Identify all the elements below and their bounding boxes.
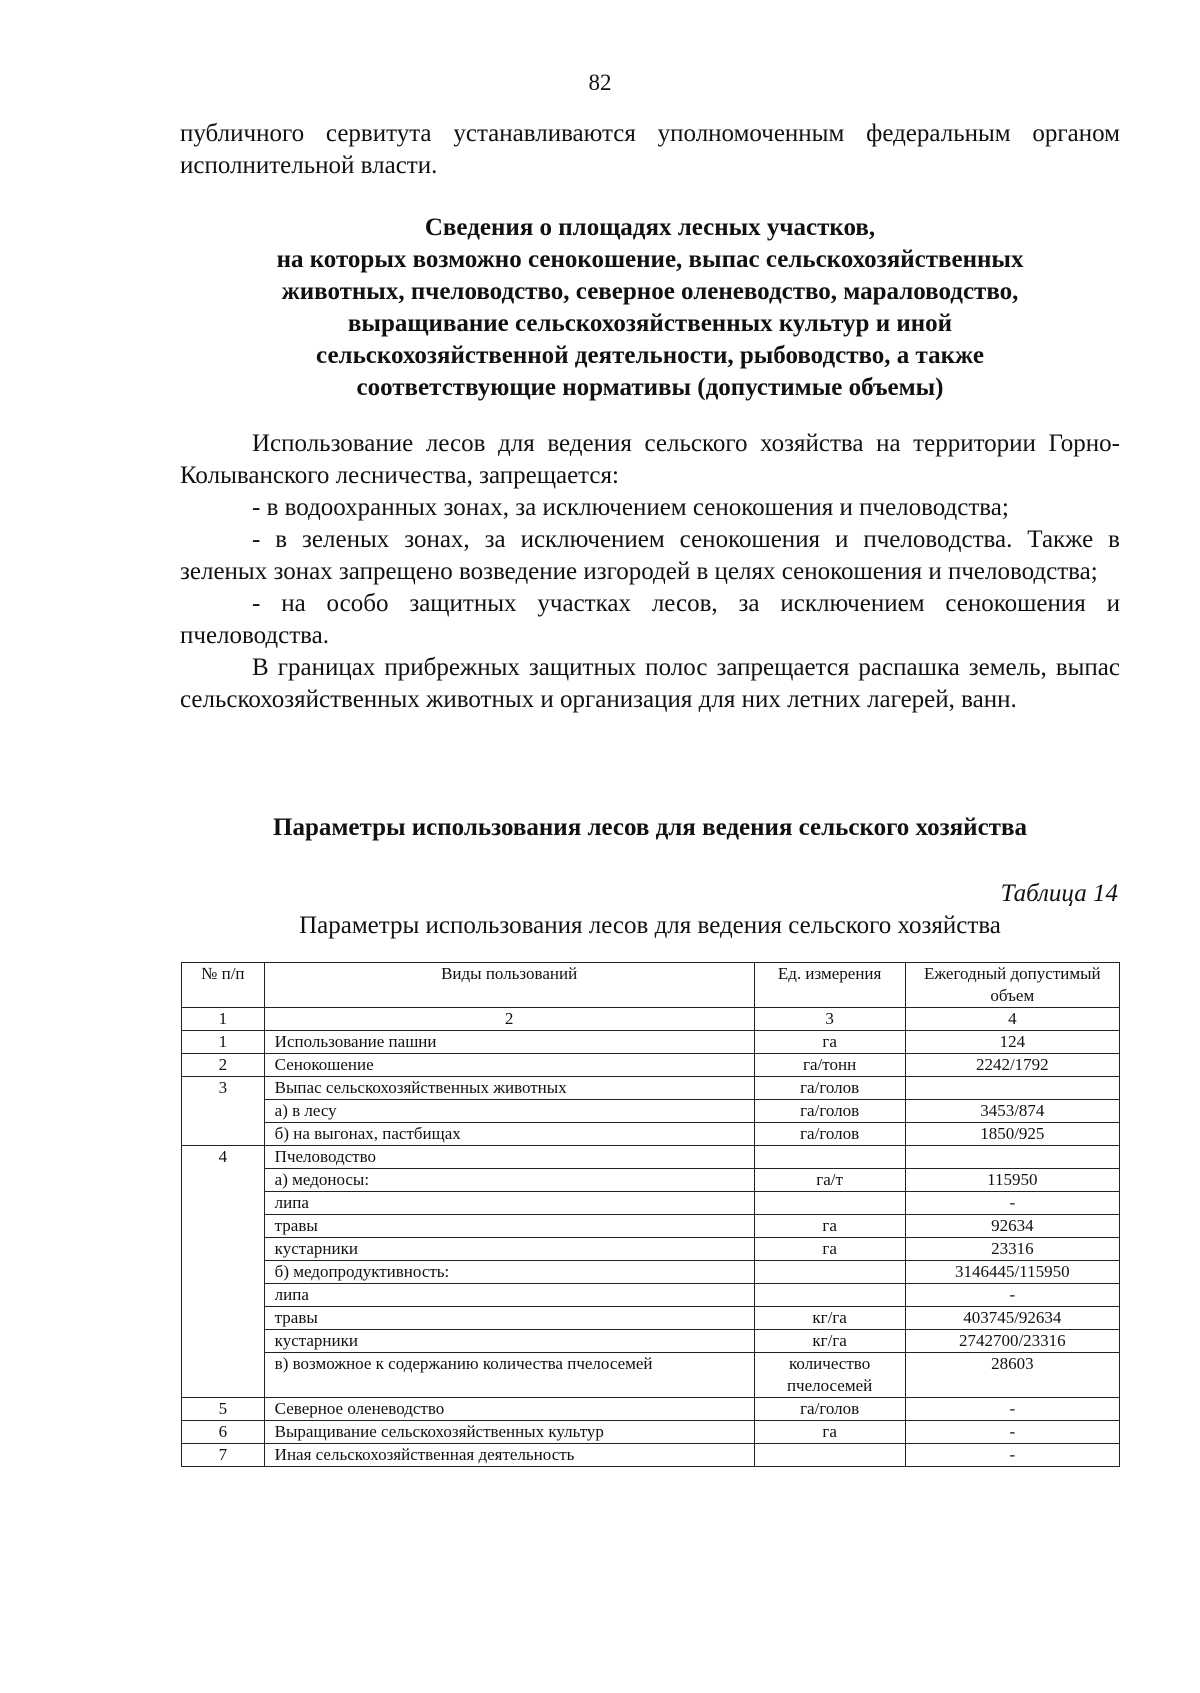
row-name-cell: кустарники	[264, 1330, 754, 1353]
intro-paragraph	[180, 118, 1120, 182]
row-value-cell	[905, 1146, 1119, 1169]
colnum-cell: 1	[182, 1008, 265, 1031]
row-value-cell: 92634	[905, 1215, 1119, 1238]
row-name-cell: б) на выгонах, пастбищах	[264, 1123, 754, 1146]
row-value-cell: 23316	[905, 1238, 1119, 1261]
row-number-cell: 2	[182, 1054, 265, 1077]
table-row	[182, 1444, 1120, 1467]
row-number-cell: 7	[182, 1444, 265, 1467]
row-unit-cell	[754, 1284, 905, 1307]
row-name-cell: липа	[264, 1192, 754, 1215]
row-number-cell	[182, 1169, 265, 1192]
row-value-cell: -	[905, 1284, 1119, 1307]
row-name-cell: Выпас сельскохозяйственных животных	[264, 1077, 754, 1100]
row-value-cell: 124	[905, 1031, 1119, 1054]
section-heading-parameters: Параметры использования лесов для ведения сельского хозяйства	[273, 814, 1027, 841]
heading-line: соответствующие нормативы (допустимые объемы)	[356, 374, 944, 401]
table-row	[182, 1100, 1120, 1123]
row-unit-cell: га	[754, 1421, 905, 1444]
colnum-cell: 4	[905, 1008, 1119, 1031]
row-name-cell: Иная сельскохозяйственная деятельность	[264, 1444, 754, 1467]
row-unit-cell	[754, 1261, 905, 1284]
table-row	[182, 1398, 1120, 1421]
table-row	[182, 1054, 1120, 1077]
intro-text: публичного сервитута устанавливаются уполномоченным федеральным органом исполнительной власти.	[180, 120, 1120, 179]
page-number: 82	[588, 70, 612, 95]
header-usage-type: Виды пользований	[264, 963, 754, 1008]
row-name-cell: кустарники	[264, 1238, 754, 1261]
row-name-cell: Пчеловодство	[264, 1146, 754, 1169]
header-annual-volume: Ежегодный допустимый объем	[905, 963, 1119, 1008]
row-number-cell	[182, 1123, 265, 1146]
table-row	[182, 1192, 1120, 1215]
paragraph-protective-areas: - на особо защитных участках лесов, за исключением сенокошения и пчеловодства.	[180, 590, 1120, 649]
row-number-cell	[182, 1330, 265, 1353]
table-number: Таблица 14	[1000, 880, 1118, 907]
row-name-cell: а) медоносы:	[264, 1169, 754, 1192]
row-unit-cell: га/голов	[754, 1100, 905, 1123]
paragraph-coastal-strips: В границах прибрежных защитных полос запрещается распашка земель, выпас сельскохозяйственных животных и организация для них летних лагерей, ванн.	[180, 654, 1120, 713]
table-row	[182, 1077, 1120, 1100]
row-value-cell: 3453/874	[905, 1100, 1119, 1123]
row-unit-cell	[754, 1146, 905, 1169]
row-unit-cell: га/голов	[754, 1123, 905, 1146]
heading-line: животных, пчеловодство, северное оленеводство, мараловодство,	[281, 278, 1019, 305]
table-row	[182, 1330, 1120, 1353]
row-unit-cell	[754, 1444, 905, 1467]
row-unit-cell: количество пчелосемей	[754, 1353, 905, 1398]
row-unit-cell: га/голов	[754, 1398, 905, 1421]
row-number-cell	[182, 1215, 265, 1238]
paragraph-water-zones: - в водоохранных зонах, за исключением сенокошения и пчеловодства;	[252, 494, 1009, 521]
row-name-cell: в) возможное к содержанию количества пчелосемей	[264, 1353, 754, 1398]
row-value-cell	[905, 1077, 1119, 1100]
row-name-cell: а) в лесу	[264, 1100, 754, 1123]
row-name-cell: Использование пашни	[264, 1031, 754, 1054]
table-row	[182, 1284, 1120, 1307]
section-heading-info	[180, 212, 1120, 404]
table-row	[182, 1353, 1120, 1398]
row-value-cell: 3146445/115950	[905, 1261, 1119, 1284]
row-number-cell	[182, 1261, 265, 1284]
row-number-cell: 6	[182, 1421, 265, 1444]
row-number-cell	[182, 1192, 265, 1215]
table-header-row	[182, 963, 1120, 1008]
table-row	[182, 1123, 1120, 1146]
row-value-cell: -	[905, 1444, 1119, 1467]
row-number-cell	[182, 1284, 265, 1307]
header-num: № п/п	[182, 963, 265, 1008]
table-colnum-row	[182, 1008, 1120, 1031]
body-text	[180, 428, 1120, 716]
row-unit-cell: кг/га	[754, 1307, 905, 1330]
table-row	[182, 1307, 1120, 1330]
row-name-cell: липа	[264, 1284, 754, 1307]
paragraph-green-zones: - в зеленых зонах, за исключением сенокошения и пчеловодства. Также в зеленых зонах запрещено возведение изгородей в целях сенокошения и пчеловодства;	[180, 526, 1120, 585]
row-unit-cell: кг/га	[754, 1330, 905, 1353]
colnum-cell: 3	[754, 1008, 905, 1031]
row-unit-cell: га	[754, 1215, 905, 1238]
row-value-cell: 2742700/23316	[905, 1330, 1119, 1353]
table-row	[182, 1169, 1120, 1192]
table-row	[182, 1238, 1120, 1261]
row-value-cell: 115950	[905, 1169, 1119, 1192]
row-number-cell	[182, 1353, 265, 1398]
row-name-cell: травы	[264, 1215, 754, 1238]
row-name-cell: травы	[264, 1307, 754, 1330]
heading-line: выращивание сельскохозяйственных культур и иной	[347, 310, 953, 337]
row-name-cell: Выращивание сельскохозяйственных культур	[264, 1421, 754, 1444]
row-unit-cell: га/голов	[754, 1077, 905, 1100]
parameters-table	[181, 962, 1120, 1467]
paragraph-restrictions: Использование лесов для ведения сельского хозяйства на территории Горно-Колыванского лесничества, запрещается:	[180, 430, 1120, 489]
row-value-cell: 28603	[905, 1353, 1119, 1398]
row-number-cell: 1	[182, 1031, 265, 1054]
row-unit-cell	[754, 1192, 905, 1215]
row-number-cell	[182, 1307, 265, 1330]
row-name-cell: б) медопродуктивность:	[264, 1261, 754, 1284]
row-value-cell: 1850/925	[905, 1123, 1119, 1146]
table-row	[182, 1146, 1120, 1169]
header-unit: Ед. измерения	[754, 963, 905, 1008]
row-unit-cell: га	[754, 1238, 905, 1261]
row-number-cell	[182, 1100, 265, 1123]
table-row	[182, 1261, 1120, 1284]
row-name-cell: Северное оленеводство	[264, 1398, 754, 1421]
table-body	[182, 1031, 1120, 1467]
heading-line: Сведения о площадях лесных участков,	[424, 214, 876, 241]
row-unit-cell: га/тонн	[754, 1054, 905, 1077]
row-number-cell: 4	[182, 1146, 265, 1169]
row-value-cell: -	[905, 1398, 1119, 1421]
row-unit-cell: га/т	[754, 1169, 905, 1192]
row-value-cell: 403745/92634	[905, 1307, 1119, 1330]
row-value-cell: 2242/1792	[905, 1054, 1119, 1077]
table-row	[182, 1215, 1120, 1238]
row-unit-cell: га	[754, 1031, 905, 1054]
row-value-cell: -	[905, 1192, 1119, 1215]
heading-line: сельскохозяйственной деятельности, рыбоводство, а также	[316, 342, 984, 369]
row-number-cell: 5	[182, 1398, 265, 1421]
heading-line: на которых возможно сенокошение, выпас сельскохозяйственных	[276, 246, 1024, 273]
row-value-cell: -	[905, 1421, 1119, 1444]
table-row	[182, 1421, 1120, 1444]
row-name-cell: Сенокошение	[264, 1054, 754, 1077]
table-row	[182, 1031, 1120, 1054]
row-number-cell: 3	[182, 1077, 265, 1100]
table-caption: Параметры использования лесов для ведения сельского хозяйства	[299, 912, 1001, 939]
row-number-cell	[182, 1238, 265, 1261]
colnum-cell: 2	[264, 1008, 754, 1031]
